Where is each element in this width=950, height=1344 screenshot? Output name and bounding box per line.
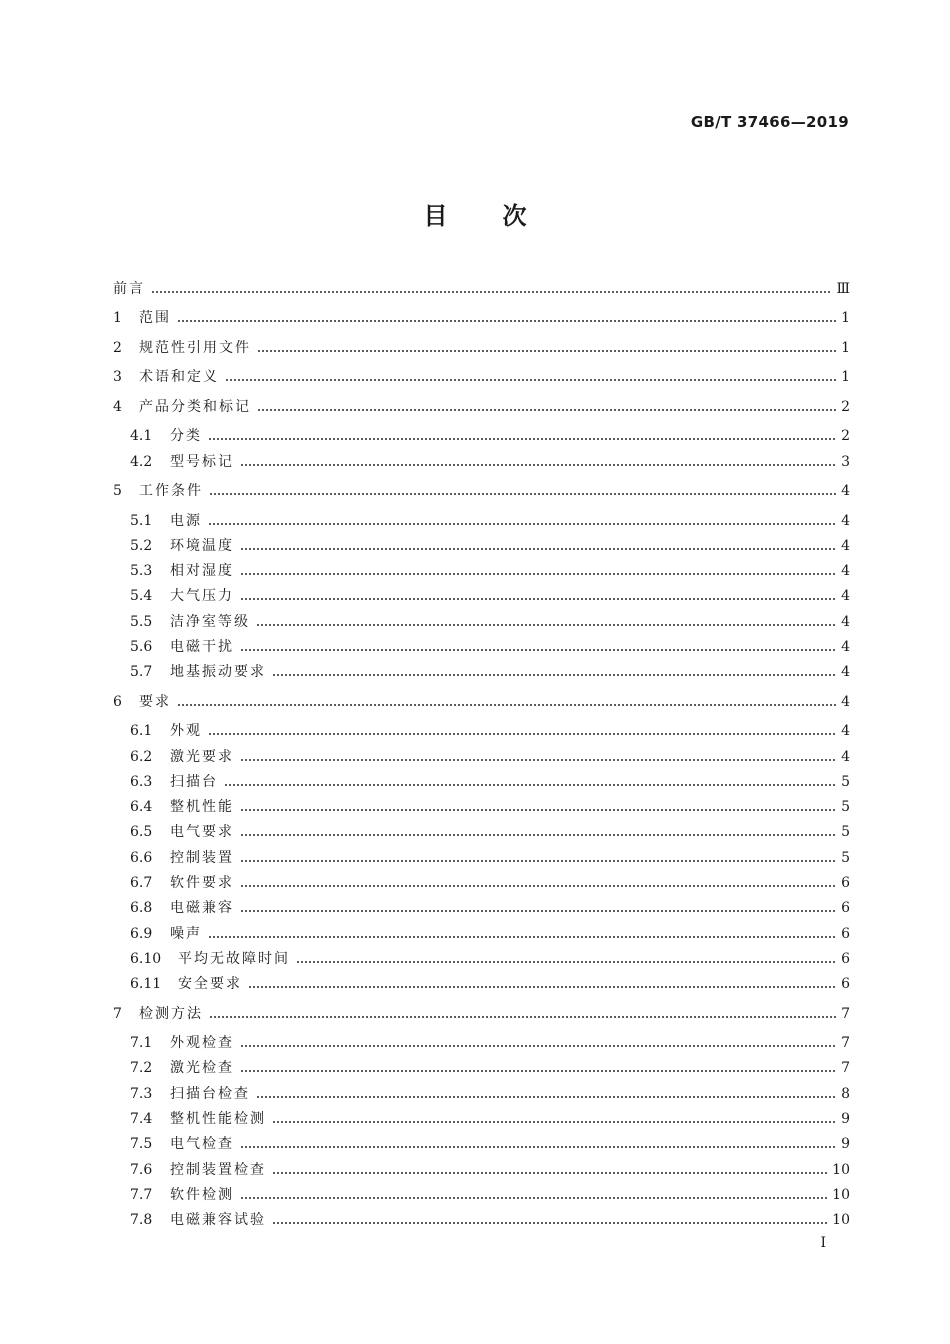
- title-char-2: 次: [502, 202, 527, 230]
- toc-entry-number: 4.2: [130, 454, 153, 470]
- toc-entry[interactable]: [113, 796, 850, 818]
- toc-entry[interactable]: [113, 691, 850, 713]
- toc-entry-page: 7: [841, 1060, 850, 1076]
- toc-entry[interactable]: [113, 337, 850, 359]
- toc-entry[interactable]: [113, 847, 850, 869]
- dot-leader: [272, 661, 836, 683]
- toc-entry-page: 10: [832, 1212, 850, 1228]
- dot-leader: [208, 510, 836, 532]
- toc-entry-label: 相对湿度: [170, 563, 234, 579]
- toc-entry[interactable]: [113, 1003, 850, 1025]
- dot-leader: [151, 278, 832, 300]
- toc-entry[interactable]: [113, 771, 850, 793]
- dot-leader: [240, 897, 836, 919]
- toc-entry-page: 2: [841, 428, 850, 444]
- toc-entry-page: 3: [841, 454, 850, 470]
- dot-leader: [224, 771, 836, 793]
- toc-entry-number: 6.3: [130, 774, 153, 790]
- dot-leader: [272, 1209, 828, 1231]
- toc-entry[interactable]: [113, 560, 850, 582]
- toc-entry[interactable]: [113, 366, 850, 388]
- toc-entry[interactable]: [113, 973, 850, 995]
- toc-entry[interactable]: [113, 636, 850, 658]
- toc-entry-page: 6: [841, 976, 850, 992]
- toc-entry-label: 前言: [113, 281, 145, 297]
- toc-entry-page: 5: [841, 850, 850, 866]
- toc-entry[interactable]: [113, 307, 850, 329]
- toc-entry-label: 安全要求: [178, 976, 242, 992]
- toc-entry-number: 7.1: [130, 1035, 153, 1051]
- dot-leader: [272, 1108, 836, 1130]
- dot-leader: [240, 1032, 836, 1054]
- dot-leader: [240, 585, 836, 607]
- toc-entry-page: 7: [841, 1035, 850, 1051]
- toc-entry-number: 7.5: [130, 1136, 153, 1152]
- toc-entry-page: 1: [841, 310, 850, 326]
- toc-entry-page: 1: [841, 369, 850, 385]
- toc-entry-label: 电磁兼容试验: [170, 1212, 266, 1228]
- toc-entry-label: 控制装置: [170, 850, 234, 866]
- toc-entry-label: 术语和定义: [139, 369, 219, 385]
- toc-entry-label: 大气压力: [170, 588, 234, 604]
- toc-entry-page: 4: [841, 588, 850, 604]
- dot-leader: [240, 847, 836, 869]
- toc-entry-number: 5.5: [130, 614, 153, 630]
- toc-entry[interactable]: [113, 872, 850, 894]
- toc-entry-number: 7.7: [130, 1187, 153, 1203]
- toc-entry[interactable]: [113, 1133, 850, 1155]
- toc-entry-label: 洁净室等级: [170, 614, 250, 630]
- dot-leader: [240, 821, 836, 843]
- toc-entry-label: 平均无故障时间: [178, 951, 290, 967]
- toc-entry-page: 4: [841, 639, 850, 655]
- toc-entry-page: 4: [841, 723, 850, 739]
- toc-entry-number: 6.8: [130, 900, 153, 916]
- toc-entry-number: 3: [113, 369, 122, 385]
- dot-leader: [240, 872, 836, 894]
- toc-entry[interactable]: [113, 1184, 850, 1206]
- toc-entry[interactable]: [113, 510, 850, 532]
- toc-entry-label: 电气检查: [170, 1136, 234, 1152]
- toc-entry-page: Ⅲ: [836, 281, 850, 297]
- toc-entry[interactable]: [113, 821, 850, 843]
- toc-entry-number: 5.7: [130, 664, 153, 680]
- toc-entry-label: 扫描台检查: [170, 1086, 250, 1102]
- toc-entry-label: 外观: [170, 723, 202, 739]
- toc-entry-page: 5: [841, 824, 850, 840]
- toc-entry-page: 6: [841, 900, 850, 916]
- toc-entry-page: 4: [841, 694, 850, 710]
- toc-entry-page: 5: [841, 774, 850, 790]
- toc-entry-page: 4: [841, 513, 850, 529]
- dot-leader: [240, 796, 836, 818]
- toc-entry[interactable]: [113, 480, 850, 502]
- toc-entry[interactable]: [113, 1159, 850, 1181]
- toc-entry-number: 6.10: [130, 951, 162, 967]
- toc-entry-number: 7.6: [130, 1162, 153, 1178]
- toc-entry-number: 6.11: [130, 976, 162, 992]
- toc-entry-label: 分类: [170, 428, 202, 444]
- dot-leader: [209, 480, 836, 502]
- toc-entry-label: 范围: [139, 310, 171, 326]
- toc-entry-page: 6: [841, 951, 850, 967]
- toc-entry-label: 检测方法: [139, 1006, 203, 1022]
- toc-entry[interactable]: [113, 451, 850, 473]
- title-char-1: 目: [423, 202, 448, 230]
- dot-leader: [225, 366, 836, 388]
- dot-leader: [248, 973, 836, 995]
- toc-entry-label: 噪声: [170, 926, 202, 942]
- toc-entry-number: 5.2: [130, 538, 153, 554]
- dot-leader: [240, 451, 836, 473]
- toc-entry-label: 电气要求: [170, 824, 234, 840]
- toc-entry-number: 6.6: [130, 850, 153, 866]
- dot-leader: [240, 535, 836, 557]
- dot-leader: [208, 923, 836, 945]
- toc-entry[interactable]: [113, 720, 850, 742]
- toc-entry[interactable]: [113, 1032, 850, 1054]
- toc-entry-number: 7.2: [130, 1060, 153, 1076]
- toc-entry-label: 环境温度: [170, 538, 234, 554]
- toc-entry-label: 激光要求: [170, 749, 234, 765]
- toc-entry-label: 电源: [170, 513, 202, 529]
- dot-leader: [240, 560, 836, 582]
- toc-entry[interactable]: [113, 746, 850, 768]
- toc-entry-number: 6.5: [130, 824, 153, 840]
- toc-entry-page: 1: [841, 340, 850, 356]
- toc-entry-label: 地基振动要求: [170, 664, 266, 680]
- dot-leader: [240, 636, 836, 658]
- dot-leader: [257, 396, 836, 418]
- dot-leader: [240, 1184, 828, 1206]
- toc-entry-label: 工作条件: [139, 483, 203, 499]
- toc-entry-page: 4: [841, 538, 850, 554]
- toc-entry[interactable]: [113, 425, 850, 447]
- toc-entry-label: 产品分类和标记: [139, 399, 251, 415]
- toc-entry[interactable]: [113, 1057, 850, 1079]
- toc-entry[interactable]: [113, 661, 850, 683]
- toc-entry-number: 4: [113, 399, 122, 415]
- page-title: [0, 196, 950, 231]
- toc-entry-number: 5.3: [130, 563, 153, 579]
- toc-entry-page: 2: [841, 399, 850, 415]
- toc-entry-page: 6: [841, 875, 850, 891]
- toc-entry[interactable]: [113, 396, 850, 418]
- footer-page-number: I: [820, 1235, 826, 1251]
- toc-entry-label: 激光检查: [170, 1060, 234, 1076]
- toc-entry[interactable]: [113, 1209, 850, 1231]
- toc-entry-label: 软件要求: [170, 875, 234, 891]
- toc-entry-number: 1: [113, 310, 122, 326]
- toc-entry-page: 4: [841, 664, 850, 680]
- toc-entry[interactable]: [113, 535, 850, 557]
- toc-entry-number: 6.7: [130, 875, 153, 891]
- toc-entry-label: 整机性能: [170, 799, 234, 815]
- dot-leader: [240, 1133, 836, 1155]
- dot-leader: [240, 746, 836, 768]
- toc-entry-page: 6: [841, 926, 850, 942]
- toc-entry-page: 4: [841, 563, 850, 579]
- toc-entry-page: 8: [841, 1086, 850, 1102]
- toc-entry-number: 2: [113, 340, 122, 356]
- toc-entry[interactable]: [113, 278, 850, 300]
- toc-entry-number: 7.4: [130, 1111, 153, 1127]
- toc-entry[interactable]: [113, 897, 850, 919]
- toc-entry-label: 规范性引用文件: [139, 340, 251, 356]
- toc-entry-page: 10: [832, 1162, 850, 1178]
- toc-entry-number: 5.6: [130, 639, 153, 655]
- toc-entry-number: 6.9: [130, 926, 153, 942]
- toc-entry[interactable]: [113, 611, 850, 633]
- toc-entry-label: 电磁干扰: [170, 639, 234, 655]
- toc-entry-label: 扫描台: [170, 774, 218, 790]
- toc-entry-page: 7: [841, 1006, 850, 1022]
- toc-entry-page: 9: [841, 1111, 850, 1127]
- toc-entry-label: 电磁兼容: [170, 900, 234, 916]
- dot-leader: [296, 948, 836, 970]
- toc-entry-page: 4: [841, 614, 850, 630]
- toc-entry-page: 9: [841, 1136, 850, 1152]
- toc-entry[interactable]: [113, 1083, 850, 1105]
- dot-leader: [177, 307, 836, 329]
- toc-entry-number: 6.1: [130, 723, 153, 739]
- toc-entry-label: 软件检测: [170, 1187, 234, 1203]
- toc-entry-number: 5.4: [130, 588, 153, 604]
- dot-leader: [240, 1057, 836, 1079]
- toc-entry-page: 10: [832, 1187, 850, 1203]
- toc-entry-label: 外观检查: [170, 1035, 234, 1051]
- dot-leader: [208, 425, 836, 447]
- toc-entry-number: 5: [113, 483, 122, 499]
- dot-leader: [209, 1003, 836, 1025]
- dot-leader: [177, 691, 836, 713]
- dot-leader: [256, 611, 836, 633]
- toc-entry-page: 4: [841, 749, 850, 765]
- toc-entry-number: 7.3: [130, 1086, 153, 1102]
- toc-entry-number: 6.4: [130, 799, 153, 815]
- toc-entry-page: 4: [841, 483, 850, 499]
- toc-entry-number: 4.1: [130, 428, 153, 444]
- toc-entry[interactable]: [113, 923, 850, 945]
- dot-leader: [256, 1083, 836, 1105]
- toc-entry-label: 控制装置检查: [170, 1162, 266, 1178]
- dot-leader: [208, 720, 836, 742]
- dot-leader: [272, 1159, 828, 1181]
- toc-entry-label: 要求: [139, 694, 171, 710]
- toc-entry[interactable]: [113, 585, 850, 607]
- toc-entry-number: 6.2: [130, 749, 153, 765]
- toc-entry-number: 7.8: [130, 1212, 153, 1228]
- toc-entry[interactable]: [113, 1108, 850, 1130]
- standard-code: GB/T 37466—2019: [690, 113, 849, 131]
- dot-leader: [257, 337, 836, 359]
- toc-entry-number: 7: [113, 1006, 122, 1022]
- toc-entry[interactable]: [113, 948, 850, 970]
- toc-entry-number: 5.1: [130, 513, 153, 529]
- toc-entry-label: 型号标记: [170, 454, 234, 470]
- toc-entry-label: 整机性能检测: [170, 1111, 266, 1127]
- toc-entry-page: 5: [841, 799, 850, 815]
- toc-entry-number: 6: [113, 694, 122, 710]
